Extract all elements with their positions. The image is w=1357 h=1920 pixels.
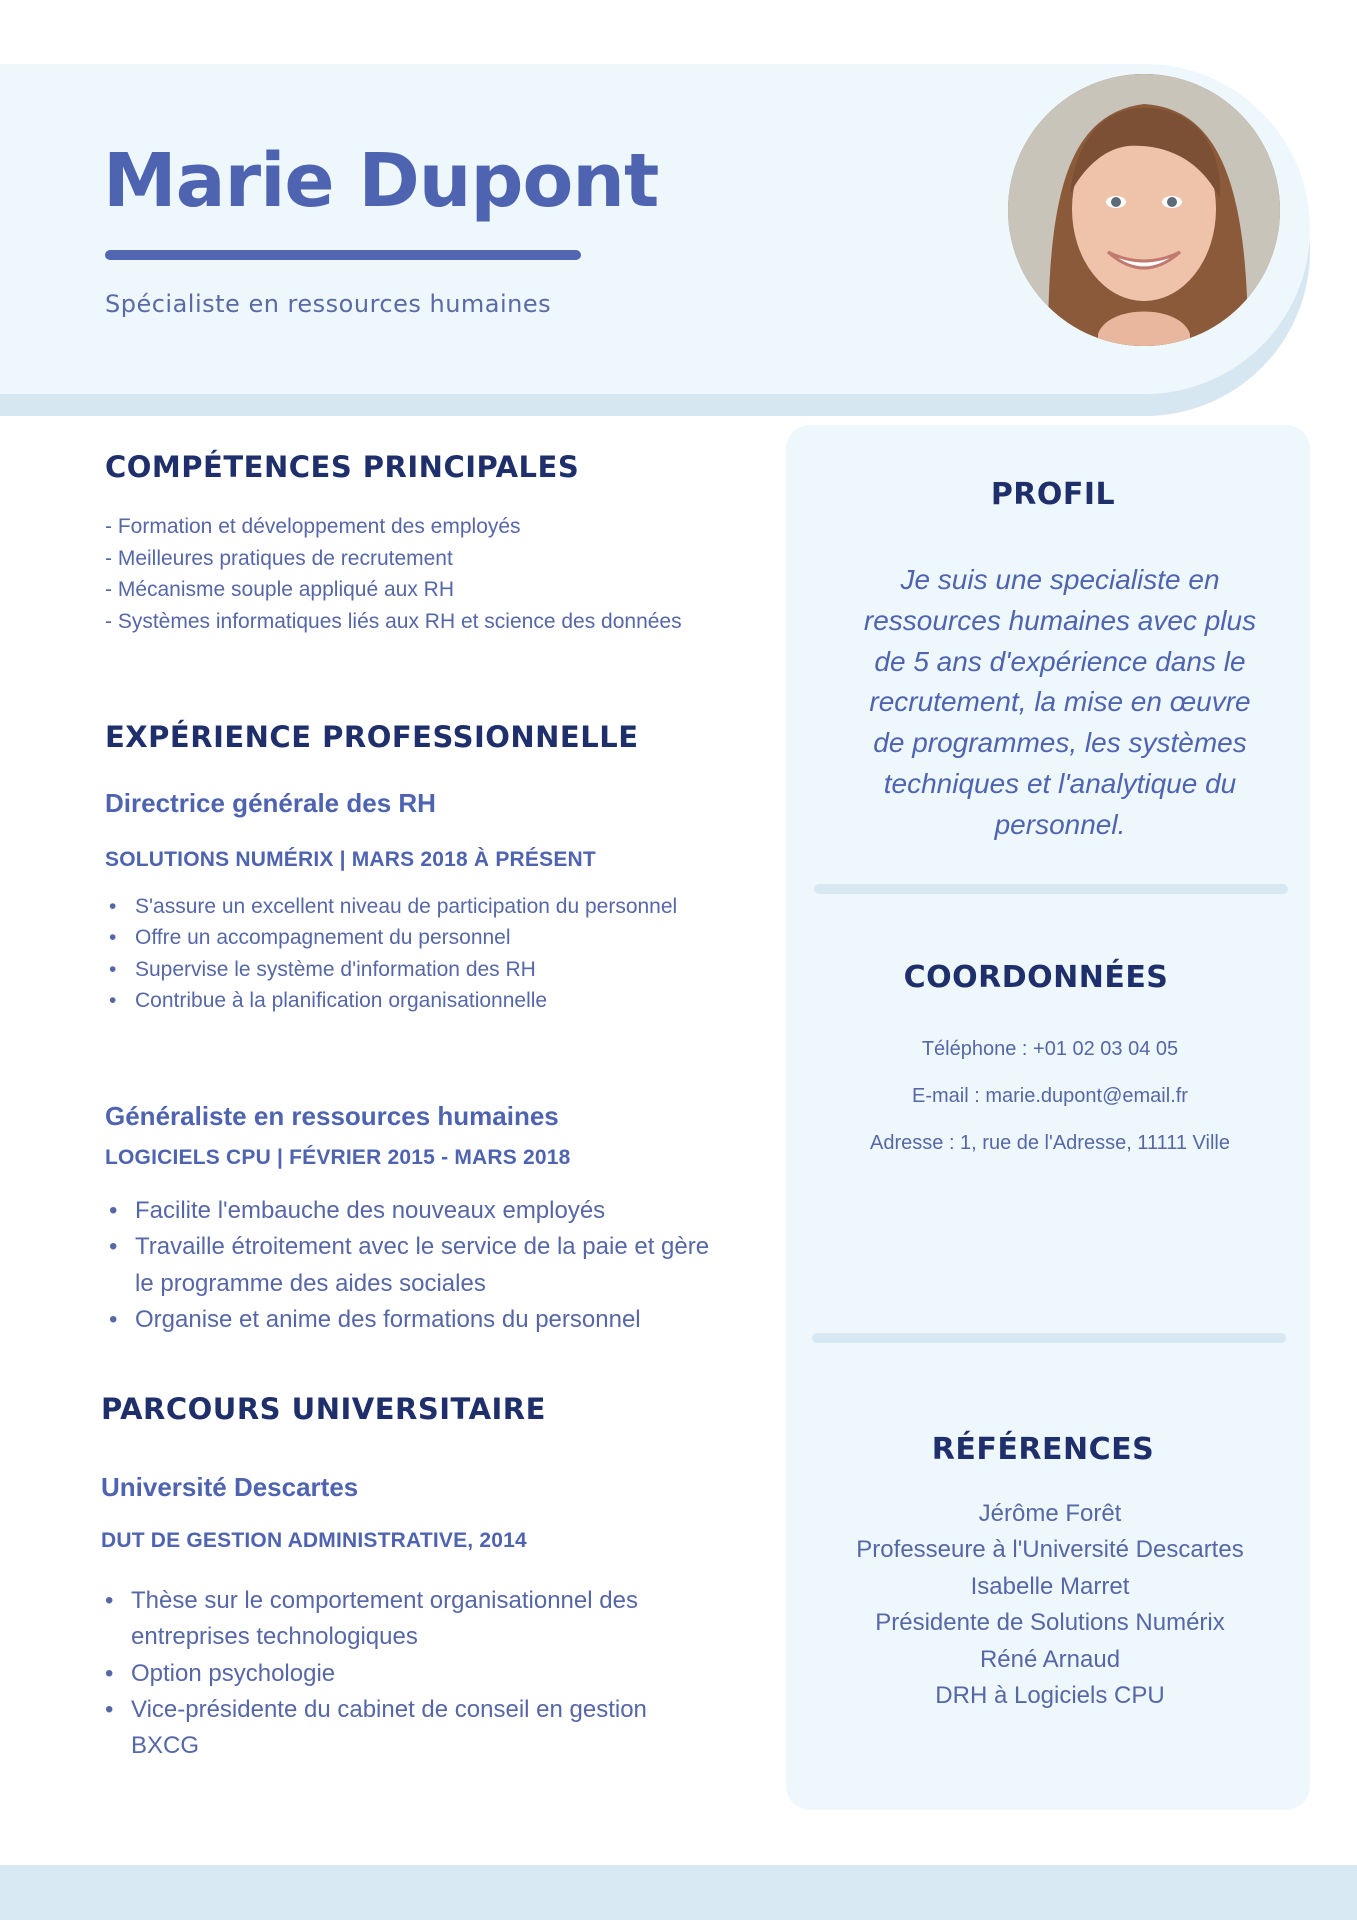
list-item: • Travaille étroitement avec le service de la paie et gère le programme des aides sociales: [105, 1229, 725, 1302]
job-role: Directrice générale des RH: [105, 788, 436, 818]
name-underline: [105, 250, 581, 260]
reference-line: Présidente de Solutions Numérix: [875, 1609, 1225, 1637]
contact-address: Adresse : 1, rue de l'Adresse, 11111 Ville: [870, 1132, 1230, 1154]
list-item: • Option psychologie: [101, 1656, 721, 1692]
list-item: • Thèse sur le comportement organisationnel des entreprises technologiques: [101, 1583, 721, 1656]
list-item: - Formation et développement des employés: [105, 515, 521, 538]
job-title: Spécialiste en ressources humaines: [105, 290, 552, 318]
reference-line: Isabelle Marret: [970, 1572, 1130, 1600]
degree: DUT DE GESTION ADMINISTRATIVE, 2014: [101, 1529, 527, 1552]
education-heading: PARCOURS UNIVERSITAIRE: [101, 1392, 546, 1426]
job-bullets: [105, 1193, 725, 1338]
list-item: • Contribue à la planification organisationnelle: [105, 985, 745, 1016]
contact-phone: Téléphone : +01 02 03 04 05: [921, 1038, 1179, 1060]
list-item: - Mécanisme souple appliqué aux RH: [105, 578, 455, 601]
divider: [814, 884, 1288, 894]
skills-heading: COMPÉTENCES PRINCIPALES: [105, 450, 580, 484]
reference-line: DRH à Logiciels CPU: [935, 1682, 1165, 1710]
references-list: [800, 1496, 1300, 1714]
job-meta: SOLUTIONS NUMÉRIX | MARS 2018 À PRÉSENT: [105, 848, 596, 871]
references-heading: RÉFÉRENCES: [931, 1432, 1155, 1467]
job-role: Généraliste en ressources humaines: [105, 1101, 559, 1131]
footer-band: [0, 1865, 1357, 1920]
skills-list: [105, 511, 682, 637]
reference-line: Professeure à l'Université Descartes: [856, 1536, 1244, 1564]
list-item: • Facilite l'embauche des nouveaux employés: [105, 1193, 725, 1229]
list-item: - Meilleures pratiques de recrutement: [105, 546, 453, 570]
candidate-name: Marie Dupont: [103, 138, 659, 224]
list-item: • S'assure un excellent niveau de participation du personnel: [105, 891, 745, 922]
reference-line: Réné Arnaud: [979, 1645, 1121, 1673]
profile-heading: PROFIL: [990, 477, 1116, 512]
profile-photo: [1008, 74, 1280, 346]
portrait-image: [1008, 74, 1280, 346]
education-bullets: [101, 1583, 721, 1764]
profile-text: Je suis une specialiste en ressources humaines avec plus de 5 ans d'expérience dans le recrutement, la mise en œuvre de programmes, les systèmes techniques et l'analytique du personnel.: [863, 564, 1257, 840]
list-item: • Vice-présidente du cabinet de conseil en gestion BXCG: [101, 1692, 721, 1765]
experience-heading: EXPÉRIENCE PROFESSIONNELLE: [105, 720, 639, 754]
list-item: • Offre un accompagnement du personnel: [105, 922, 745, 953]
list-item: - Systèmes informatiques liés aux RH et science des données: [105, 609, 682, 633]
list-item: • Supervise le système d'information des RH: [105, 954, 745, 985]
job-bullets: [105, 891, 745, 1016]
reference-line: Jérôme Forêt: [978, 1500, 1122, 1527]
list-item: • Organise et anime des formations du personnel: [105, 1302, 725, 1338]
contact-email: E-mail : marie.dupont@email.fr: [912, 1085, 1188, 1107]
job-meta: LOGICIELS CPU | FÉVRIER 2015 - MARS 2018: [105, 1146, 571, 1169]
divider: [812, 1333, 1286, 1343]
school-name: Université Descartes: [101, 1472, 359, 1502]
contact-heading: COORDONNÉES: [903, 960, 1169, 995]
